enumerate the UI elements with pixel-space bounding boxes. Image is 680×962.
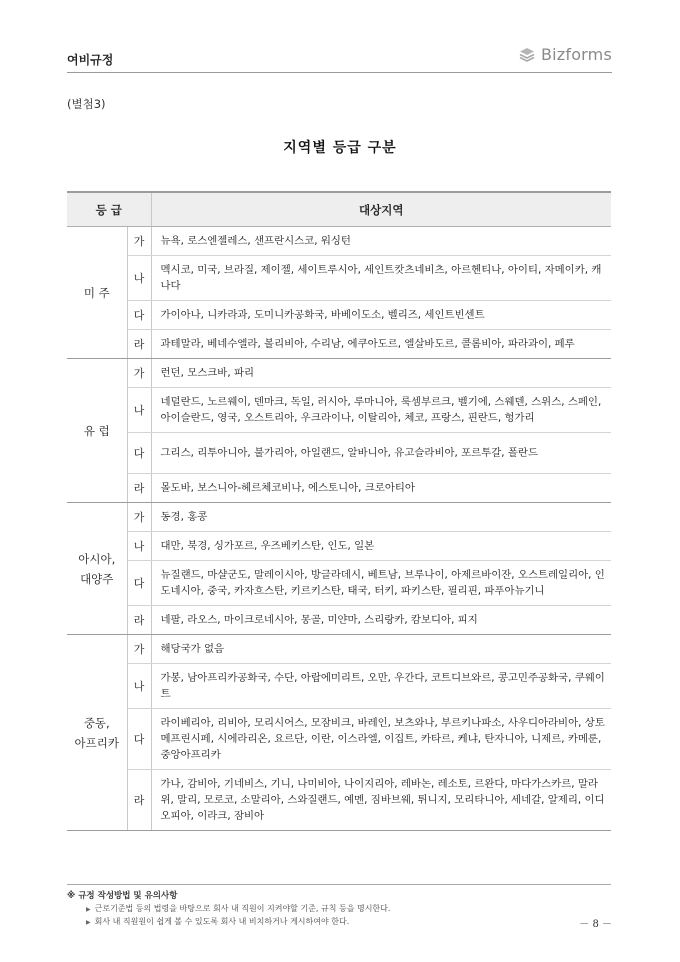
grade-column-header: 등 급	[67, 192, 151, 227]
footer-note-item	[86, 916, 349, 927]
grade-cell: 가	[127, 635, 151, 664]
region-cell-middle-east-africa	[67, 635, 127, 831]
table-row	[67, 474, 611, 503]
page-title: 지역별 등급 구분	[283, 140, 397, 156]
grade-cell: 다	[127, 561, 151, 606]
countries-cell: 과테말라, 베네수엘라, 볼리비아, 수리남, 에쿠아도르, 엘살바도르, 콜롬비아, 파라과이, 페루	[151, 330, 611, 359]
countries-cell: 멕시코, 미국, 브라질, 제이젤, 세이트루시아, 세인트캇츠네비츠, 아르헨티나, 아이티, 자메이카, 캐나다	[151, 256, 611, 301]
table-row	[67, 330, 611, 359]
brand-name: Bizforms	[540, 45, 612, 64]
countries-cell: 뉴질랜드, 마샬군도, 말레이시아, 방글라데시, 베트남, 브루나이, 아제르바이잔, 오스트레일리아, 인도네시아, 중국, 카자흐스탄, 키르키스탄, 태국, 터키, 파키스탄, 필리핀, 파푸아뉴기니	[151, 561, 611, 606]
countries-cell: 런던, 모스크바, 파리	[151, 359, 611, 388]
region-line: 중동,	[83, 715, 110, 730]
grade-cell: 다	[127, 301, 151, 330]
countries-cell: 몰도바, 보스니아-헤르체코비나, 에스토니아, 크로아티아	[151, 474, 611, 503]
countries-cell: 해당국가 없음	[151, 635, 611, 664]
countries-cell: 뉴욕, 로스엔젤레스, 샌프란시스코, 워싱턴	[151, 227, 611, 256]
table-row	[67, 433, 611, 474]
table-row	[67, 388, 611, 433]
table-row	[67, 561, 611, 606]
countries-cell: 네덜란드, 노르웨이, 덴마크, 독일, 러시아, 루마니아, 룩셈부르크, 벨기에, 스웨덴, 스위스, 스페인, 아이슬란드, 영국, 오스트리아, 우크라이나, 이탈리아, 체코, 프랑스, 핀란드, 헝가리	[151, 388, 611, 433]
grade-cell: 라	[127, 330, 151, 359]
page-number: － 8 －	[579, 919, 612, 930]
countries-cell: 가이아나, 니카라과, 도미니카공화국, 바베이도소, 벨리즈, 세인트빈센트	[151, 301, 611, 330]
grade-cell: 라	[127, 474, 151, 503]
region-cell-asia-oceania	[67, 503, 127, 635]
grade-cell: 가	[127, 503, 151, 532]
triangle-bullet-icon: ▶	[86, 906, 91, 913]
table-row	[67, 664, 611, 709]
countries-cell: 동경, 홍콩	[151, 503, 611, 532]
grade-cell: 가	[127, 359, 151, 388]
table-row	[67, 606, 611, 635]
grade-cell: 가	[127, 227, 151, 256]
table-header-row	[67, 192, 611, 227]
region-line: 아시아,	[78, 551, 116, 566]
countries-cell: 가나, 감비아, 기네비스, 기니, 나미비아, 나이지리아, 레바논, 레소토, 르완다, 마다가스카르, 말라위, 말리, 모로코, 소말리아, 스와질랜드, 예멘, 짐바브웨, 튀니지, 모리타니아, 세네갈, 알제리, 이디오피아, 이라크, 잠비아	[151, 770, 611, 831]
attachment-label: (별첨3)	[67, 97, 106, 111]
countries-cell: 네팔, 라오스, 마이크로네시아, 몽골, 미얀마, 스리랑카, 캄보디아, 피지	[151, 606, 611, 635]
footer-note-text: 회사 내 직원원이 쉽게 볼 수 있도록 회사 내 비치하거나 게시하여야 한다.	[94, 917, 350, 926]
grade-cell: 다	[127, 709, 151, 770]
table-row	[67, 256, 611, 301]
grade-cell: 나	[127, 532, 151, 561]
footer-divider	[67, 884, 611, 885]
footer-note-title: ※ 규정 작성방법 및 유의사항	[67, 891, 178, 901]
bizforms-logo	[518, 45, 612, 64]
footer-note-text: 근로기준법 등의 법령을 바탕으로 회사 내 직원이 지켜야할 기준, 규칙 등을 명시한다.	[94, 904, 391, 913]
table-row	[67, 227, 611, 256]
grade-cell: 다	[127, 433, 151, 474]
region-cell-americas: 미 주	[67, 227, 127, 359]
document-title: 여비규정	[67, 53, 114, 67]
region-cell-europe: 유 럽	[67, 359, 127, 503]
table-row	[67, 635, 611, 664]
page-header	[67, 44, 612, 73]
triangle-bullet-icon: ▶	[86, 919, 91, 926]
grade-cell: 나	[127, 388, 151, 433]
countries-cell: 라이베리아, 리비아, 모리시어스, 모잠비크, 바레인, 보츠와나, 부르키나파소, 사우디아라비아, 상토메프린시페, 시에라리온, 요르단, 이란, 이스라엘, 이집트, 카타르, 케냐, 탄자니아, 니제르, 카메룬, 중앙아프리카	[151, 709, 611, 770]
grade-cell: 나	[127, 256, 151, 301]
grade-cell: 나	[127, 664, 151, 709]
region-line: 아프리카	[74, 735, 119, 750]
countries-cell: 가봉, 남아프리카공화국, 수단, 아랍에미리트, 오만, 우간다, 코트디브와르, 콩고민주공화국, 쿠웨이트	[151, 664, 611, 709]
table-row	[67, 532, 611, 561]
stacked-layers-icon	[518, 46, 541, 64]
area-column-header: 대상지역	[151, 192, 611, 227]
region-line: 대양주	[80, 571, 114, 586]
grade-cell: 라	[127, 770, 151, 831]
countries-cell: 대만, 북경, 싱가포르, 우즈베키스탄, 인도, 일본	[151, 532, 611, 561]
table-row	[67, 770, 611, 831]
table-row	[67, 709, 611, 770]
countries-cell: 그리스, 리투아니아, 불가리아, 아일랜드, 알바니아, 유고슬라비아, 포르투갈, 폴란드	[151, 433, 611, 474]
grade-cell: 라	[127, 606, 151, 635]
region-grade-table	[67, 191, 611, 831]
table-row	[67, 301, 611, 330]
table-row	[67, 359, 611, 388]
table-row	[67, 503, 611, 532]
footer-note-item	[86, 903, 390, 914]
